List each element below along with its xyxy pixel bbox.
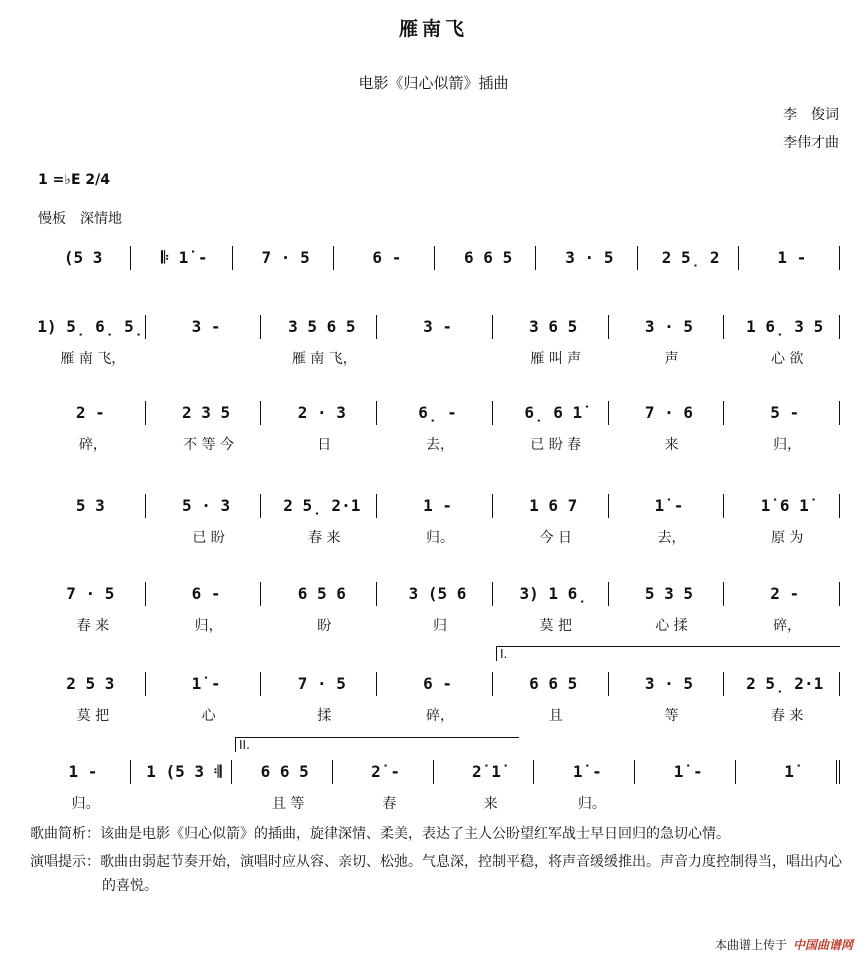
measure: 6 6 5 [492, 672, 608, 696]
measure: 3 · 5 [608, 672, 724, 696]
measure: 5 · 3 [145, 494, 261, 518]
lyric: 雁 叫 声 [530, 351, 582, 367]
lyric: 碎， [78, 437, 107, 453]
lyrics-line [30, 434, 840, 454]
lyric: 已 盼 [192, 530, 225, 546]
lyric: 心 欲 [770, 351, 804, 367]
singing-hint: 演唱提示：歌曲由弱起节奏开始，演唱时应从容、亲切、松弛。气息深，控制平稳，将声音缓缓推出。声音力度控制得当，唱出内心的喜悦。 [30, 854, 842, 894]
lyricist: 李 俊词 [783, 107, 839, 123]
measure: 2 5̣ 2·1 [723, 672, 840, 696]
lyrics-line [30, 615, 840, 635]
measure: 1 6̣ 3 5 [723, 315, 840, 339]
lyric [638, 793, 739, 813]
lyrics-line [30, 793, 840, 813]
measure: 6 - [376, 672, 492, 696]
measure: 3 · 5 [535, 246, 636, 270]
lyric: 莫 把 [76, 708, 110, 724]
measure: 3 · 5 [608, 315, 724, 339]
measure: 1̇ - [608, 494, 724, 518]
lyric: 春 来 [308, 530, 341, 546]
footer [715, 936, 853, 953]
measure: 1) 5̣ 6̣ 5̣ [37, 317, 144, 336]
measure: 1 - [738, 246, 840, 270]
lyric: 碎， [426, 708, 455, 724]
notes-line [30, 245, 840, 271]
notes-line [30, 759, 840, 785]
lyric: 归 [433, 618, 448, 634]
score-row [30, 493, 840, 547]
measure: 𝄆 1̇ - [130, 246, 231, 270]
measure: 2̇ - [332, 760, 433, 784]
measure: 2 5̣ 2 [637, 246, 738, 270]
lyric: 去， [426, 437, 455, 453]
song-analysis: 歌曲简析：该曲是电影《归心似箭》的插曲，旋律深情、柔美，表达了主人公盼望红军战士早日回归的急切心情。 [30, 826, 730, 842]
lyric: 揉 [317, 708, 332, 724]
notes-line [30, 671, 840, 697]
lyric: 不 等 今 [183, 437, 235, 453]
score-row [30, 400, 840, 454]
score-row [30, 245, 840, 279]
lyric: 归。 [426, 530, 455, 546]
site-logo[interactable]: 中国曲谱网 [792, 938, 853, 952]
score-row [30, 581, 840, 635]
lyrics-line [30, 348, 840, 368]
measure: 1 - [376, 494, 492, 518]
notes-line [30, 400, 840, 426]
lyric [377, 348, 493, 368]
lyric: 碎， [773, 618, 802, 634]
measure: 2 5̣ 2·1 [260, 494, 376, 518]
measure: 1̇ 6 1̇ [723, 494, 840, 518]
lyric: 今 日 [539, 530, 572, 546]
measure: 7 · 6 [608, 401, 724, 425]
volta-2: II. [235, 737, 519, 752]
lyrics-line [30, 705, 840, 725]
notes-line [30, 581, 840, 607]
measure: 2 · 3 [260, 401, 376, 425]
measure: 6 6 5 [434, 246, 535, 270]
lyric: 雁 南 飞， [291, 351, 357, 367]
measure: 1̇ - [533, 760, 634, 784]
tempo-marking: 慢板 深情地 [38, 211, 122, 227]
lyric: 莫 把 [539, 618, 572, 634]
lyric [739, 793, 840, 813]
measure: 3 - [376, 315, 492, 339]
measure: 1 6 7 [492, 494, 608, 518]
measure: 5 3 [75, 496, 105, 515]
measure: 1̇ - [634, 760, 735, 784]
lyric: 声 [664, 351, 679, 367]
lyric [146, 348, 262, 368]
measure: 7 · 5 [232, 246, 333, 270]
lyric: 日 [317, 437, 332, 453]
lyric [30, 527, 146, 547]
footer-text: 本曲谱上传于 [714, 938, 787, 952]
measure: 5 - [723, 401, 840, 425]
lyric: 且 等 [271, 796, 305, 812]
lyric: 心 揉 [655, 618, 688, 634]
lyric: 归， [194, 618, 223, 634]
measure: 2 5 3 [66, 674, 115, 693]
score-row [30, 671, 840, 725]
key-signature: 1 =♭E 2/4 [38, 172, 110, 188]
measure: 6 5 6 [260, 582, 376, 606]
measure: 3) 1 6̣ [492, 582, 608, 606]
measure: 3 (5 6 [376, 582, 492, 606]
measure: 2 3 5 [145, 401, 261, 425]
lyric: 去， [657, 530, 686, 546]
measure: 6̣ 6 1̇ [492, 401, 608, 425]
measure: 2 - [723, 582, 840, 606]
lyric [131, 793, 232, 813]
measure: 1̇ - [145, 672, 261, 696]
measure: 7 · 5 [260, 672, 376, 696]
lyric: 且 [548, 708, 563, 724]
measure: 5 3 5 [608, 582, 724, 606]
composer: 李伟才曲 [783, 135, 839, 151]
lyric: 来 [664, 437, 679, 453]
volta-1: I. [496, 646, 840, 661]
lyric: 盼 [317, 618, 332, 634]
measure: 6 - [145, 582, 261, 606]
lyric: 已 盼 春 [530, 437, 582, 453]
lyric: 春 [382, 796, 397, 812]
measure: 1 - [68, 762, 98, 781]
measure: 1̇ [735, 760, 840, 784]
lyric: 心 [201, 708, 216, 724]
measure: 6 6 5 [231, 760, 332, 784]
score-row [30, 314, 840, 368]
lyric: 雁 南 飞， [60, 351, 126, 367]
measure: 2 - [75, 403, 105, 422]
lyric: 归， [773, 437, 802, 453]
song-subtitle: 电影《归心似箭》插曲 [358, 74, 509, 92]
lyric: 春 来 [76, 618, 110, 634]
notes-line [30, 314, 840, 340]
measure: 1 (5 3 𝄇 [130, 760, 231, 784]
lyric: 等 [664, 708, 679, 724]
lyric: 来 [483, 796, 498, 812]
measure: 3 - [145, 315, 261, 339]
measure: 7 · 5 [66, 584, 115, 603]
lyric: 原 为 [770, 530, 804, 546]
lyric: 归。 [71, 796, 100, 812]
score-row [30, 759, 840, 813]
measure: 6̣ - [376, 401, 492, 425]
measure: 3 5 6 5 [260, 315, 376, 339]
lyric: 春 来 [770, 708, 804, 724]
lyric: 归。 [577, 796, 606, 812]
notes-line [30, 493, 840, 519]
lyrics-line [30, 527, 840, 547]
song-title: 雁南飞 [398, 18, 468, 40]
measure: 3 6 5 [492, 315, 608, 339]
measure: (5 3 [63, 248, 103, 267]
measure: 6 - [333, 246, 434, 270]
measure: 2̇ 1̇ [433, 760, 534, 784]
